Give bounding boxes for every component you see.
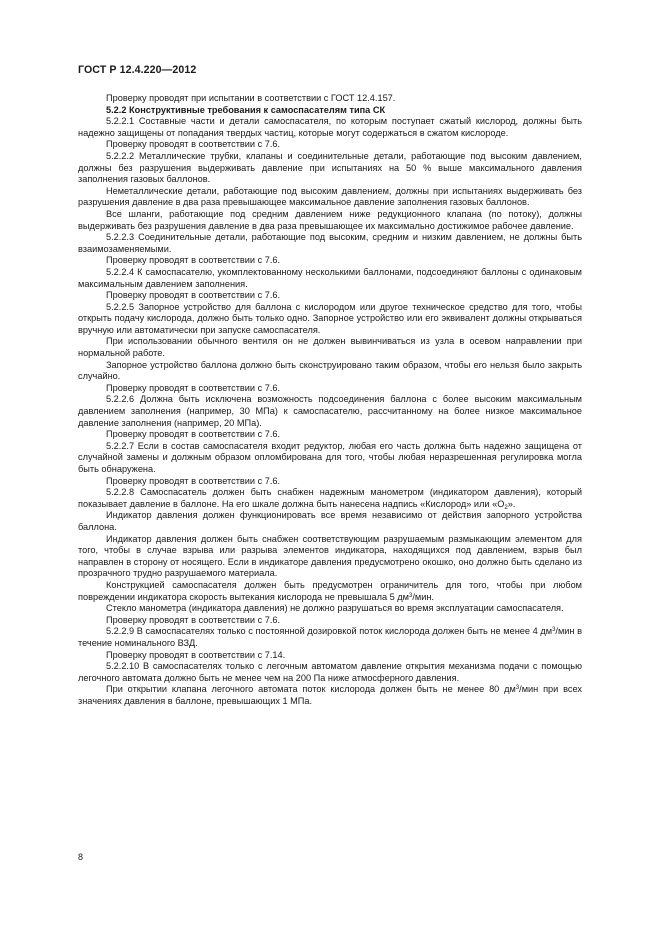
paragraph: Конструкцией самоспасателя должен быть предусмотрен ограничитель для того, чтобы при любом повреждении индикатора скорость вытекания кислорода не превышала 5 $дм^3$/мин. xyxy=(78,579,582,602)
paragraph: При использовании обычного вентиля он не должен вывинчиваться из узла в осевом направлении при нормальной работе. xyxy=(78,336,582,359)
document-header: ГОСТ Р 12.4.220—2012 xyxy=(78,64,197,76)
paragraph: Индикатор давления должен функционировать все время независимо от действия запорного устройства баллона. xyxy=(78,510,582,532)
superscript: 3 xyxy=(515,685,520,692)
paragraph: 5.2.2.7 Если в состав самоспасателя входит редуктор, любая его часть должна быть надежно защищена от случайной замены и должным образом опломбирована для того, чтобы любая неразрешенная регулировка могла быть обнаружена. xyxy=(78,440,582,474)
paragraph: Проверку проводят в соответствии с 7.6. xyxy=(106,139,281,150)
paragraph: Неметаллические детали, работающие под высоким давлением, должны при испытаниях выдерживать без разрушения давление в два раза превышающее максимальное давление заполнения газовых баллонов. xyxy=(78,185,582,208)
document-body xyxy=(78,93,582,707)
paragraph: 5.2.2.9 В самоспасателях только с постоянной дозировкой поток кислорода должен быть не менее 4 $дм^3$/мин в течение номинального ВЗД. xyxy=(78,626,582,648)
superscript: 3 xyxy=(552,627,556,634)
subscript: 2 xyxy=(504,504,508,511)
paragraph: Проверку проводят в соответствии с 7.6. xyxy=(106,255,281,266)
paragraph: 5.2.2.10 В самоспасателях только с легочным автоматом давление открытия механизма подачи с помощью легочного автомата должно быть не менее чем на 200 Па ниже атмосферного давления. xyxy=(78,661,582,683)
paragraph: 5.2.2.6 Должна быть исключена возможность подсоединения баллона с более высоким максимальным давлением заполнения (например, 30 МПа) к самоспасателю, рассчитанному на более низкое максимальное давление заполнения (например, 20 МПа). xyxy=(78,394,582,428)
paragraph: 5.2.2.1 Составные части и детали самоспасателя, по которым поступает сжатый кислород, должны быть надежно защищены от попадания твердых частиц, которые могут содержаться в сжатом кислороде. xyxy=(78,116,582,138)
paragraph: 5.2.2.5 Запорное устройство для баллона с кислородом или другое техническое средство для того, чтобы открыть подачу кислорода, должно быть только одно. Запорное устройство или его эквивалент должны открываться вручную или автоматически при запуске самоспасателя. xyxy=(78,301,582,335)
paragraph: 5.2.2.3 Соединительные детали, работающие под высоким, средним и низким давлением, не должны быть взаимозаменяемыми. xyxy=(78,232,582,254)
paragraph: Индикатор давления должен быть снабжен соответствующим разрушаемым размыкающим элементом для того, чтобы в случае взрыва или разрыва элементов индикатора, находящихся под давлением, взрыв был направлен в сторону от носящего. Если в индикаторе давления предусмотрено окошко, оно должно быть сделано из прозрачного трудно разрушаемого материала. xyxy=(78,533,582,579)
superscript: 3 xyxy=(408,592,413,599)
paragraph: 5.2.2.8 Самоспасатель должен быть снабжен надежным манометром (индикатором давления), который показывает давление в баллоне. На его шкале должна быть нанесена надпись «Кислород» или «$O_2$». xyxy=(78,487,582,511)
section-heading: 5.2.2 Конструктивные требования к самоспасателям типа СК xyxy=(106,104,386,115)
paragraph: 5.2.2.4 К самоспасателю, укомплектованному несколькими баллонами, подсоединяют баллоны с одинаковым максимальным давлением заполнения. xyxy=(78,266,582,289)
paragraph: Проверку проводят в соответствии с 7.6. xyxy=(106,429,281,440)
paragraph: Проверку проводят при испытании в соответствии с ГОСТ 12.4.157. xyxy=(106,93,396,103)
paragraph: Запорное устройство баллона должно быть сконструировано таким образом, чтобы его нельзя было закрыть случайно. xyxy=(78,359,582,382)
paragraph: 5.2.2.2 Металлические трубки, клапаны и соединительные детали, работающие под высоким давлением, должны без разрушения выдерживать давление при испытаниях на 50 % выше максимального давления заполнения газовых баллонов. xyxy=(78,150,582,185)
paragraph: Проверку проводят в соответствии с 7.6. xyxy=(106,614,281,625)
paragraph: При открытии клапана легочного автомата поток кислорода должен быть не менее 80 $дм^3$/мин при всех значениях давления в баллоне, превышающих 1 МПа. xyxy=(78,684,582,706)
paragraph: Проверку проводят в соответствии с 7.6. xyxy=(106,382,281,393)
page-number: 8 xyxy=(78,852,84,862)
paragraph: Стекло манометра (индикатора давления) не должно разрушаться во время эксплуатации самоспасателя. xyxy=(106,603,564,614)
paragraph: Проверку проводят в соответствии с 7.14. xyxy=(106,649,286,660)
paragraph: Проверку проводят в соответствии с 7.6. xyxy=(106,475,281,486)
paragraph: Все шланги, работающие под средним давлением ниже редукционного клапана (по потоку), должны выдерживать без разрушения давление в два раза превышающее их максимально достижимое рабочее давление. xyxy=(78,208,582,231)
paragraph: Проверку проводят в соответствии с 7.6. xyxy=(106,290,281,301)
